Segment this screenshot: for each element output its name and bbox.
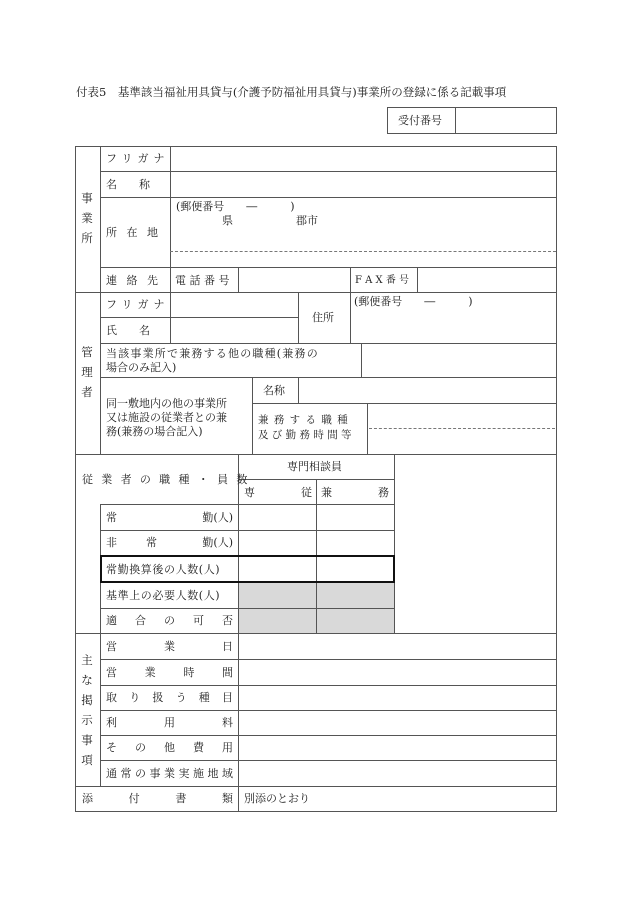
divider bbox=[238, 267, 239, 292]
office-furigana-field[interactable] bbox=[172, 148, 555, 170]
staff-row-fte-label: 常勤換算後の人数(人) bbox=[106, 563, 221, 576]
manager-duty-field-2[interactable] bbox=[369, 430, 555, 453]
divider bbox=[298, 377, 299, 403]
office-section-label bbox=[80, 188, 94, 248]
label-char: 業 bbox=[144, 666, 156, 679]
manager-address-label: 住所 bbox=[312, 311, 334, 324]
label-char: う bbox=[175, 691, 187, 704]
manager-duty-label-2: 及 び 勤 務 時 間 等 bbox=[258, 429, 352, 441]
label-char: 種 bbox=[198, 691, 210, 704]
label-char: 適 bbox=[106, 614, 117, 627]
vertical-label-char: 事 bbox=[81, 733, 93, 747]
divider bbox=[100, 504, 394, 505]
divider bbox=[100, 530, 394, 531]
manager-other-label-1: 同一敷地内の他の事業所 bbox=[106, 397, 227, 410]
office-fax-field[interactable] bbox=[419, 269, 555, 291]
staff-group-label: 専門相談員 bbox=[287, 460, 342, 473]
divider bbox=[100, 377, 557, 378]
manager-other-name-label: 名称 bbox=[263, 384, 285, 397]
office-name-label: 名 称 bbox=[106, 178, 150, 191]
vertical-label-char: 者 bbox=[81, 385, 93, 399]
notice-fee-label bbox=[106, 716, 233, 729]
label-char: 実 bbox=[178, 767, 190, 780]
vertical-label-char: 項 bbox=[81, 753, 93, 767]
notice-items-field[interactable] bbox=[240, 687, 555, 709]
divider bbox=[361, 343, 362, 377]
divider bbox=[100, 171, 557, 172]
fte-full-field[interactable] bbox=[240, 557, 315, 581]
label-char: 書 bbox=[175, 792, 187, 805]
manager-address-field[interactable] bbox=[352, 309, 555, 342]
vertical-label-char: 管 bbox=[81, 345, 93, 359]
notice-fee-field[interactable] bbox=[240, 712, 555, 734]
office-address-field-2[interactable] bbox=[172, 253, 555, 266]
label-char: 域 bbox=[222, 767, 233, 780]
divider bbox=[298, 292, 299, 343]
manager-concurrent-label-2: 場合のみ記入) bbox=[106, 361, 177, 374]
col-concurrent-char: 兼 bbox=[321, 486, 332, 499]
divider bbox=[367, 403, 368, 454]
divider bbox=[100, 760, 557, 761]
office-address-label: 所 在 地 bbox=[106, 226, 161, 239]
divider bbox=[100, 343, 557, 344]
divider bbox=[100, 267, 557, 268]
notice-business-days-label bbox=[106, 640, 233, 653]
label-char: 添 bbox=[82, 792, 93, 805]
label-char: 可 bbox=[193, 614, 204, 627]
label-char: 用 bbox=[164, 716, 175, 729]
office-contact-label: 連 絡 先 bbox=[106, 274, 161, 287]
notice-business-hours-field[interactable] bbox=[240, 661, 555, 684]
divider bbox=[252, 403, 557, 404]
label-char: の bbox=[135, 741, 146, 754]
office-fax-label: F A X 番 号 bbox=[355, 275, 409, 286]
label-char: 営 bbox=[106, 666, 117, 679]
label-char: の bbox=[135, 767, 146, 780]
office-name-field[interactable] bbox=[172, 173, 555, 196]
notices-section-label bbox=[80, 650, 94, 770]
manager-other-label-3: 務(兼務の場合記入) bbox=[106, 425, 203, 438]
divider bbox=[100, 317, 298, 318]
fulltime-full-field[interactable] bbox=[240, 506, 315, 529]
manager-name-field[interactable] bbox=[172, 319, 297, 342]
divider bbox=[252, 377, 253, 454]
office-phone-label: 電 話 番 号 bbox=[175, 274, 230, 287]
notice-other-costs-label bbox=[106, 741, 233, 754]
fte-concurrent-field[interactable] bbox=[318, 557, 393, 581]
vertical-label-char: 業 bbox=[81, 211, 93, 225]
divider bbox=[455, 107, 456, 134]
label-char: 合 bbox=[135, 614, 146, 627]
manager-duty-label-1: 兼 務 す る 職 種 bbox=[258, 414, 349, 426]
office-furigana-label: フリガナ bbox=[106, 152, 170, 165]
attachments-value: 別添のとおり bbox=[244, 792, 310, 805]
dashed-divider bbox=[369, 428, 555, 429]
label-char: 営 bbox=[106, 640, 117, 653]
staff-header-text: 従 業 者 の 職 種 ・ 員 数 bbox=[82, 473, 250, 486]
divider bbox=[100, 659, 557, 660]
section-divider bbox=[75, 292, 557, 293]
divider bbox=[100, 608, 394, 609]
office-phone-field[interactable] bbox=[240, 269, 349, 291]
label-char: 時 bbox=[183, 666, 195, 679]
label-char: 取 bbox=[106, 691, 117, 704]
vertical-label-char: 事 bbox=[81, 191, 93, 205]
notice-business-days-field[interactable] bbox=[240, 635, 555, 658]
manager-other-label-2: 又は施設の従業者との兼 bbox=[106, 411, 227, 424]
vertical-label-char: 主 bbox=[81, 653, 93, 667]
divider bbox=[394, 454, 395, 633]
divider bbox=[170, 146, 171, 292]
label-char: 業 bbox=[164, 640, 175, 653]
label-char: 類 bbox=[221, 792, 233, 805]
label-char: 費 bbox=[193, 741, 204, 754]
receipt-number-field[interactable] bbox=[457, 109, 555, 132]
label-char: 目 bbox=[221, 691, 233, 704]
divider bbox=[350, 292, 351, 343]
col-full-time-char: 従 bbox=[301, 486, 312, 499]
divider bbox=[350, 267, 351, 292]
col-concurrent-char: 務 bbox=[378, 486, 389, 499]
label-char: 施 bbox=[193, 767, 204, 780]
parttime-full-field[interactable] bbox=[240, 532, 315, 554]
col-concurrent bbox=[321, 486, 389, 499]
office-city: 郡市 bbox=[296, 214, 318, 227]
manager-section-label bbox=[80, 342, 94, 402]
dashed-divider bbox=[170, 251, 556, 252]
vertical-label-char: 理 bbox=[81, 365, 93, 379]
vertical-label-char: 示 bbox=[81, 713, 93, 727]
label-char: 事 bbox=[149, 767, 161, 780]
label-char: 常 bbox=[120, 767, 132, 780]
label-char: 他 bbox=[164, 741, 175, 754]
manager-other-name-field[interactable] bbox=[300, 379, 555, 402]
label-char: そ bbox=[106, 741, 117, 754]
office-postal-code: (郵便番号 ― ) bbox=[176, 200, 295, 213]
label-char: 勤(人) bbox=[202, 536, 233, 549]
label-char: 利 bbox=[106, 716, 117, 729]
office-address-field[interactable] bbox=[172, 228, 555, 250]
section-divider bbox=[75, 633, 557, 634]
vertical-label-char: 掲 bbox=[81, 693, 93, 707]
notice-business-hours-label bbox=[106, 666, 233, 679]
divider bbox=[417, 267, 418, 292]
label-char: 用 bbox=[222, 741, 233, 754]
office-prefecture: 県 bbox=[222, 214, 233, 227]
staff-row-fulltime-label bbox=[106, 511, 233, 524]
manager-concurrent-field[interactable] bbox=[363, 345, 555, 376]
attachments-label bbox=[82, 792, 233, 805]
divider bbox=[100, 146, 101, 454]
label-char: 料 bbox=[222, 716, 233, 729]
section-divider bbox=[75, 454, 557, 455]
staff-row-required-label: 基準上の必要人数(人) bbox=[106, 589, 221, 602]
divider bbox=[100, 735, 557, 736]
receipt-number-label: 受付番号 bbox=[398, 114, 442, 127]
label-char: 通 bbox=[106, 767, 117, 780]
notice-service-area-label bbox=[106, 767, 233, 780]
label-char: の bbox=[164, 614, 175, 627]
manager-furigana-field[interactable] bbox=[172, 294, 297, 316]
notice-other-costs-field[interactable] bbox=[240, 737, 555, 759]
divider bbox=[100, 685, 557, 686]
col-full-time-char: 専 bbox=[244, 486, 255, 499]
vertical-label-char: な bbox=[81, 673, 93, 687]
label-char: 否 bbox=[222, 614, 233, 627]
fulltime-concurrent-field[interactable] bbox=[318, 506, 393, 529]
label-char: 勤(人) bbox=[202, 511, 233, 524]
label-char: 常 bbox=[106, 511, 117, 524]
label-char: 扱 bbox=[152, 691, 164, 704]
manager-name-label: 氏 名 bbox=[106, 324, 150, 337]
staff-row-compliance-label bbox=[106, 614, 233, 627]
manager-postal-code: (郵便番号 ― ) bbox=[354, 295, 473, 308]
staff-header-label bbox=[82, 473, 250, 486]
divider bbox=[100, 710, 557, 711]
divider bbox=[100, 197, 557, 198]
vertical-label-char: 所 bbox=[81, 231, 93, 245]
label-char: 付 bbox=[128, 792, 140, 805]
section-divider bbox=[75, 786, 557, 787]
manager-concurrent-label-1: 当該事業所で兼務する他の職種(兼務の bbox=[106, 347, 319, 360]
label-char: り bbox=[129, 691, 141, 704]
label-char: 非 bbox=[106, 536, 117, 549]
label-char: 間 bbox=[221, 666, 233, 679]
label-char: 常 bbox=[146, 536, 157, 549]
notice-service-area-field[interactable] bbox=[240, 762, 555, 785]
document-title: 付表5 基準該当福祉用具貸与(介護予防福祉用具貸与)事業所の登録に係る記載事項 bbox=[76, 85, 507, 99]
manager-furigana-label: フリガナ bbox=[106, 298, 170, 311]
label-char: 日 bbox=[222, 640, 233, 653]
notice-items-label bbox=[106, 691, 233, 704]
label-char: 地 bbox=[207, 767, 219, 780]
col-full-time bbox=[244, 486, 312, 499]
manager-duty-field[interactable] bbox=[369, 405, 555, 427]
label-char: 業 bbox=[164, 767, 175, 780]
parttime-concurrent-field[interactable] bbox=[318, 532, 393, 554]
